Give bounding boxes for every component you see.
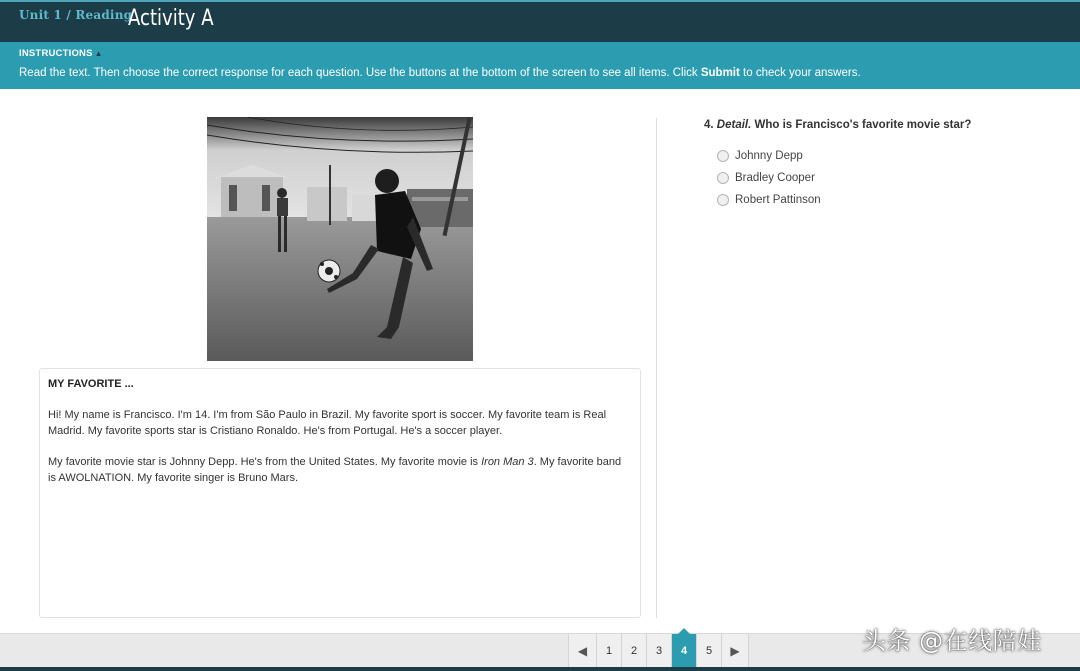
chevron-right-icon: ▶ — [730, 643, 740, 658]
caret-up-icon: ▲ — [94, 49, 103, 58]
prev-page-button[interactable] — [568, 634, 596, 667]
instructions-heading: INSTRUCTIONS — [19, 48, 93, 59]
watermark: 头条 @在线陪娃 — [862, 627, 1042, 655]
question-prompt — [704, 119, 971, 131]
instructions-panel — [0, 42, 1080, 89]
passage-paragraph: Hi! My name is Francisco. I'm 14. I'm from São Paulo in Brazil. My favorite sport is soccer. My favorite team is Real Madrid. My favorite sports star is Cristiano Ronaldo. He's from Portugal. He's a soccer player. — [48, 409, 607, 437]
next-page-button[interactable] — [721, 634, 749, 667]
question-number: 4. — [704, 119, 714, 131]
movie-title: Iron Man 3 — [481, 456, 534, 468]
passage-paragraph — [48, 454, 632, 486]
page-button-3[interactable]: 3 — [646, 634, 671, 667]
instructions-text-part: Read the text. Then choose the correct response for each question. Use the buttons at the bottom of the screen to see all items. Click — [19, 67, 701, 79]
page-button-5[interactable]: 5 — [696, 634, 721, 667]
answer-option[interactable] — [717, 189, 821, 211]
question-text: Who is Francisco's favorite movie star? — [754, 119, 972, 131]
answer-options — [717, 145, 821, 211]
radio-button[interactable] — [717, 194, 729, 206]
page-title: Activity A — [128, 6, 214, 31]
page-button-1[interactable]: 1 — [596, 634, 621, 667]
reading-photo — [207, 117, 473, 361]
instructions-text-part: to check your answers. — [739, 67, 861, 79]
answer-option[interactable] — [717, 167, 821, 189]
chevron-left-icon: ◀ — [577, 643, 588, 658]
page-button-4-current[interactable]: 4 — [671, 634, 696, 667]
unit-breadcrumb: Unit 1 / Reading — [19, 8, 133, 22]
answer-label: Bradley Cooper — [735, 172, 815, 184]
passage-text-part: . My favorite band is AWOLNATION. My favorite singer is Bruno Mars. — [48, 456, 622, 484]
answer-option[interactable] — [717, 145, 821, 167]
column-divider — [656, 118, 657, 618]
passage-title: MY FAVORITE ... — [48, 378, 134, 390]
reading-passage — [39, 368, 641, 618]
radio-button[interactable] — [717, 172, 729, 184]
answer-label: Robert Pattinson — [735, 194, 821, 206]
passage-text-part: My favorite movie star is Johnny Depp. He's from the United States. My favorite movie is — [48, 456, 482, 468]
instructions-text — [19, 67, 861, 79]
footer-edge — [0, 667, 1080, 671]
page-button-2[interactable]: 2 — [621, 634, 646, 667]
question-type: Detail. — [716, 119, 752, 131]
instructions-toggle[interactable] — [19, 48, 103, 59]
answer-label: Johnny Depp — [735, 150, 803, 162]
pagination — [568, 634, 749, 667]
radio-button[interactable] — [717, 150, 729, 162]
instructions-submit-word: Submit — [700, 67, 740, 79]
app-header — [0, 0, 1080, 42]
